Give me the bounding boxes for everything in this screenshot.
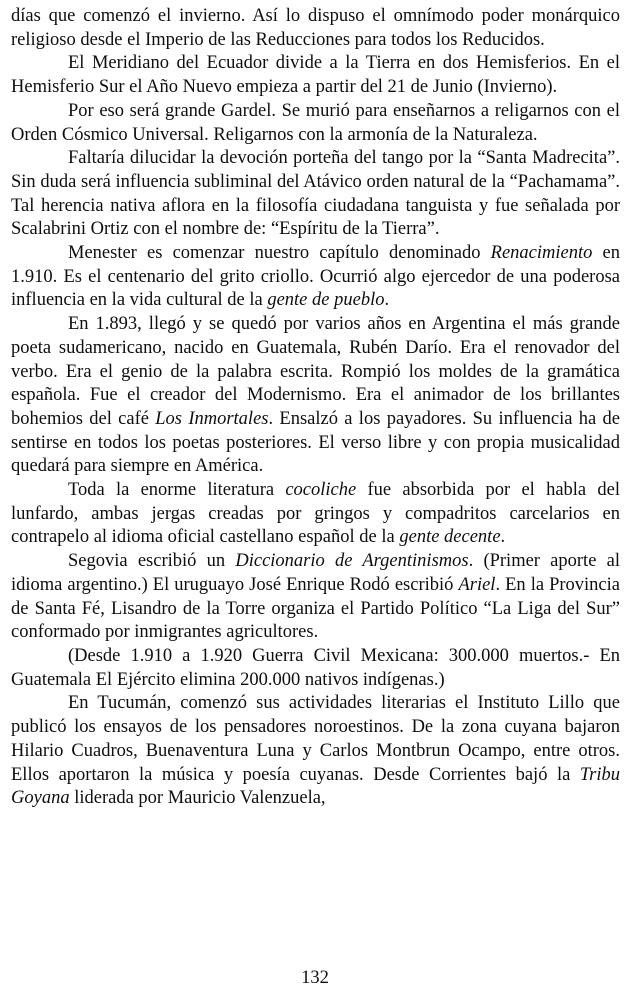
italic-text-run: Diccionario de Argentinismos [235,551,469,572]
text-run: Toda la enorme literatura [68,480,286,501]
text-run: días que comenzó el invierno. Así lo dispuso el omnímodo poder monárquico religioso desde el Imperio de las Reducciones para todos los Reducidos. [11,6,620,50]
text-run: . [384,290,390,311]
italic-text-run: gente de pueblo [267,290,385,311]
italic-text-run: Los Inmortales [155,408,269,429]
paragraph [11,100,620,147]
paragraph [11,692,620,811]
page-number: 132 [301,968,329,988]
paragraph [11,550,620,645]
text-run: Segovia escribió un [68,551,236,572]
paragraph [11,147,620,242]
text-run: liderada por Mauricio Valenzuela, [69,788,326,809]
paragraph [11,52,620,99]
text-run: en 1.910. Es el centenario del grito criollo. Ocurrió algo ejercedor de una poderosa influencia en la vida cultural de la [11,243,620,311]
text-run: fue absorbida por el habla del lunfardo, ambas jergas creadas por gringos y compadritos carcelarios en contrapelo al idioma oficial castellano español de la [11,480,620,548]
text-run: El Meridiano del Ecuador divide a la Tierra en dos Hemisferios. En el Hemisferio Sur el Año Nuevo empieza a partir del 21 de Junio (Invierno). [11,53,620,98]
italic-text-run: Ariel [458,574,496,595]
body-text [11,5,620,811]
text-run: En Tucumán, comenzó sus actividades literarias el Instituto Lillo que publicó los ensayos de los pensadores noroestinos. De la zona cuyana bajaron Hilario Cuadros, Buenaventura Luna y Carlos Montbrun Ocampo, entre otros. Ellos aportaron la música y poesía cuyanas. Desde Corrientes bajó la [11,693,620,785]
text-run: Por eso será grande Gardel. Se murió para enseñarnos a religarnos con el Orden Cósmico Universal. Religarnos con la armonía de la Naturaleza. [11,100,620,145]
text-run: . En la Provincia de Santa Fé, Lisandro de la Torre organiza el Partido Político “La Liga del Sur” conformado por inmigrantes agricultores. [11,574,620,643]
italic-text-run: Tribu Goyana [11,764,620,809]
text-run: . (Primer aporte al idioma argentino.) El uruguayo José Enrique Rodó escribió [11,551,620,595]
paragraph [11,645,620,692]
text-run: . [500,527,506,548]
text-run: . Ensalzó a los payadores. Su influencia ha de sentirse en todos los poetas posteriores. El verso libre y con propia musicalidad quedará para siempre en América. [11,408,620,477]
paragraph [11,313,620,479]
paragraph [11,242,620,313]
italic-text-run: Renacimiento [490,243,593,264]
italic-text-run: cocoliche [285,480,357,501]
text-run: En 1.893, llegó y se quedó por varios años en Argentina el más grande poeta sudamericano, nacido en Guatemala, Rubén Darío. Era el renovador del verbo. Era el genio de la palabra escrita. Rompió los moldes de la gramática española. Fue el creador del Modernismo. Era el animador de los brillantes bohemios del café [11,314,620,429]
text-run: Menester es comenzar nuestro capítulo denominado [68,243,491,264]
italic-text-run: gente decente [399,527,501,548]
text-run: (Desde 1.910 a 1.920 Guerra Civil Mexicana: 300.000 muertos.- En Guatemala El Ejército elimina 200.000 nativos indígenas.) [11,645,620,690]
paragraph [11,5,620,52]
text-run: Faltaría dilucidar la devoción porteña del tango por la “Santa Madrecita”. Sin duda será influencia subliminal del Atávico orden natural de la “Pachamama”. Tal herencia nativa aflora en la filosofía ciudadana tanguista y fue señalada por Scalabrini Ortiz con el nombre de: “Espíritu de la Tierra”. [11,148,620,240]
paragraph [11,479,620,550]
